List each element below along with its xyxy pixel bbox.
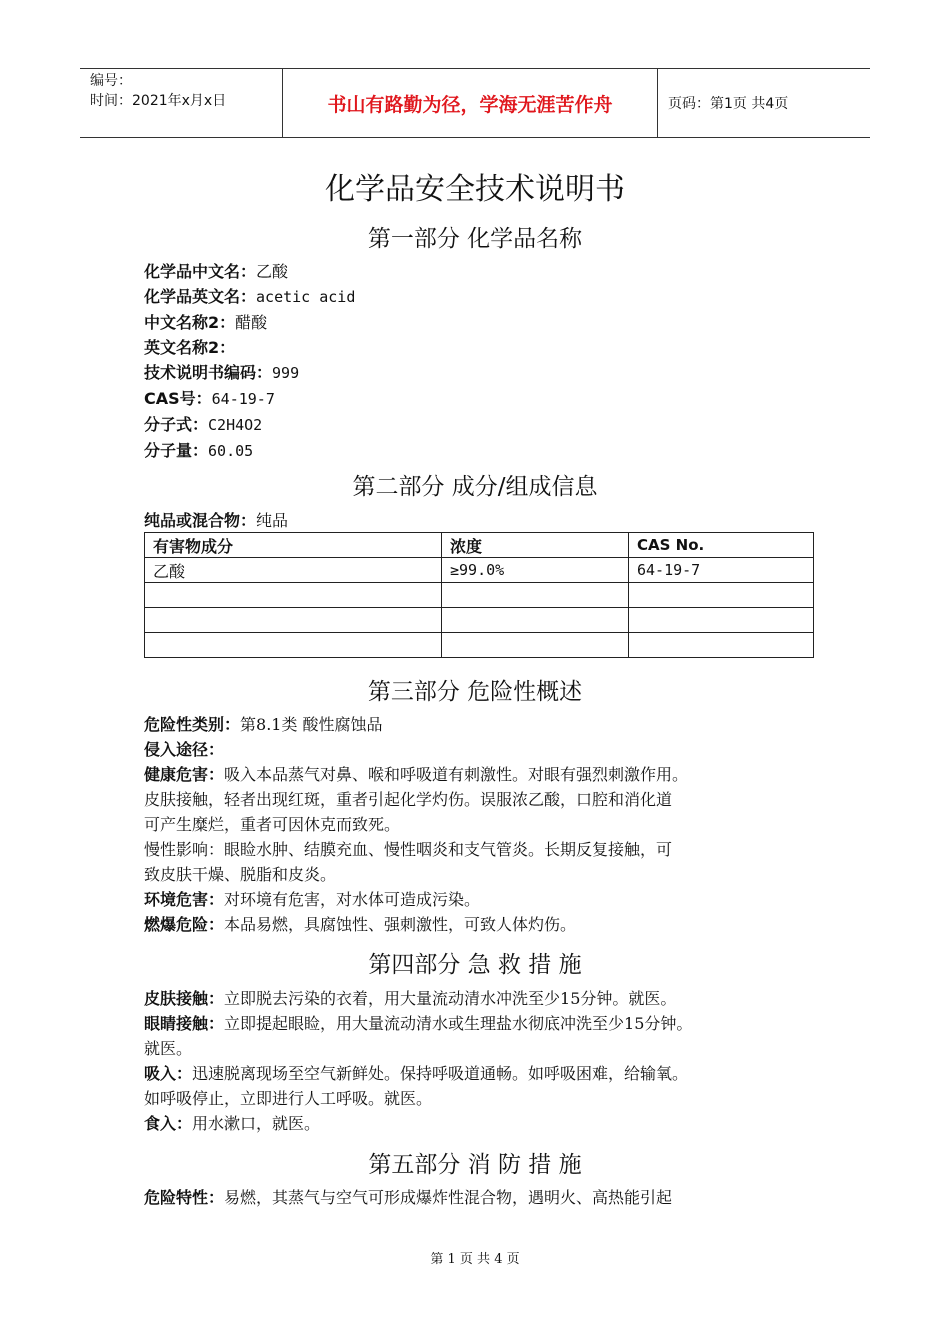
environment-hazard: 环境危害：对环境有危害，对水体可造成污染。 <box>144 890 481 909</box>
first-aid-eye-line-2: 就医。 <box>144 1039 193 1058</box>
table-row: 乙酸 ≥99.0% 64-19-7 <box>145 558 814 583</box>
section-1-heading: 第一部分 化学品名称 <box>367 226 583 252</box>
field-sds-code: 技术说明书编码：999 <box>144 363 300 382</box>
table-header-row <box>145 533 814 558</box>
header-motto: 书山有路勤为径，学海无涯苦作舟 <box>282 69 658 137</box>
field-cn-name: 化学品中文名：乙酸 <box>144 262 289 281</box>
header-concentration: 浓度 <box>442 533 629 558</box>
section-5-heading: 第五部分 消 防 措 施 <box>368 1152 582 1178</box>
header-meta <box>80 69 282 137</box>
first-aid-ingest: 食入：用水漱口，就医。 <box>144 1114 321 1133</box>
field-cn-name-2: 中文名称2：醋酸 <box>144 313 268 332</box>
hazard-class: 危险性类别：第8.1类 酸性腐蚀品 <box>144 715 383 734</box>
health-hazard-line-2: 皮肤接触，轻者出现红斑，重者引起化学灼伤。误服浓乙酸，口腔和消化道 <box>144 790 673 809</box>
document-title: 化学品安全技术说明书 <box>325 172 625 207</box>
field-en-name: 化学品英文名：acetic acid <box>144 287 356 306</box>
page-header <box>80 68 870 138</box>
section-3-body <box>144 712 824 937</box>
header-number: 编号： <box>90 73 132 89</box>
field-mol-weight: 分子量：60.05 <box>144 441 254 460</box>
page-footer: 第 1 页 共 4 页 <box>430 1252 520 1267</box>
table-row <box>145 583 814 608</box>
header-cas: CAS No. <box>629 533 814 558</box>
header-component: 有害物成分 <box>145 533 442 558</box>
table-row <box>145 608 814 633</box>
section-4-body <box>144 986 824 1136</box>
section-4-heading: 第四部分 急 救 措 施 <box>368 952 582 978</box>
fire-danger-property: 危险特性：易燃，其蒸气与空气可形成爆炸性混合物，遇明火、高热能引起 <box>144 1188 673 1207</box>
composition-table <box>144 532 814 658</box>
first-aid-inhale-line-2: 如呼吸停止，立即进行人工呼吸。就医。 <box>144 1089 433 1108</box>
health-hazard-line-3: 可产生糜烂，重者可因休克而致死。 <box>144 815 401 834</box>
header-page-number: 页码：第1页 共4页 <box>668 96 789 112</box>
section-1-fields <box>144 259 824 464</box>
table-row <box>145 633 814 658</box>
first-aid-inhale: 吸入：迅速脱离现场至空气新鲜处。保持呼吸道通畅。如呼吸困难，给输氧。 <box>144 1064 689 1083</box>
section-2-heading: 第二部分 成分/组成信息 <box>352 474 598 500</box>
section-3-heading: 第三部分 危险性概述 <box>367 679 583 705</box>
first-aid-eye: 眼睛接触：立即提起眼睑，用大量流动清水或生理盐水彻底冲洗至少15分钟。 <box>144 1014 693 1033</box>
health-hazard: 健康危害：吸入本品蒸气对鼻、喉和呼吸道有刺激性。对眼有强烈刺激作用。 <box>144 765 689 784</box>
first-aid-skin: 皮肤接触：立即脱去污染的衣着，用大量流动清水冲洗至少15分钟。就医。 <box>144 989 677 1008</box>
field-formula: 分子式：C2H4O2 <box>144 415 263 434</box>
field-cas: CAS号：64-19-7 <box>144 389 275 408</box>
purity-line: 纯品或混合物：纯品 <box>144 511 289 530</box>
chronic-effect-line-2: 致皮肤干燥、脱脂和皮炎。 <box>144 865 337 884</box>
field-en-name-2: 英文名称2： <box>144 338 236 357</box>
header-time: 时间：2021年x月x日 <box>90 93 227 109</box>
section-5-body <box>144 1185 824 1210</box>
chronic-effect: 慢性影响：眼睑水肿、结膜充血、慢性咽炎和支气管炎。长期反复接触，可 <box>144 840 673 859</box>
entry-route: 侵入途径： <box>144 740 225 759</box>
fire-hazard: 燃爆危险：本品易燃，具腐蚀性、强刺激性，可致人体灼伤。 <box>144 915 577 934</box>
